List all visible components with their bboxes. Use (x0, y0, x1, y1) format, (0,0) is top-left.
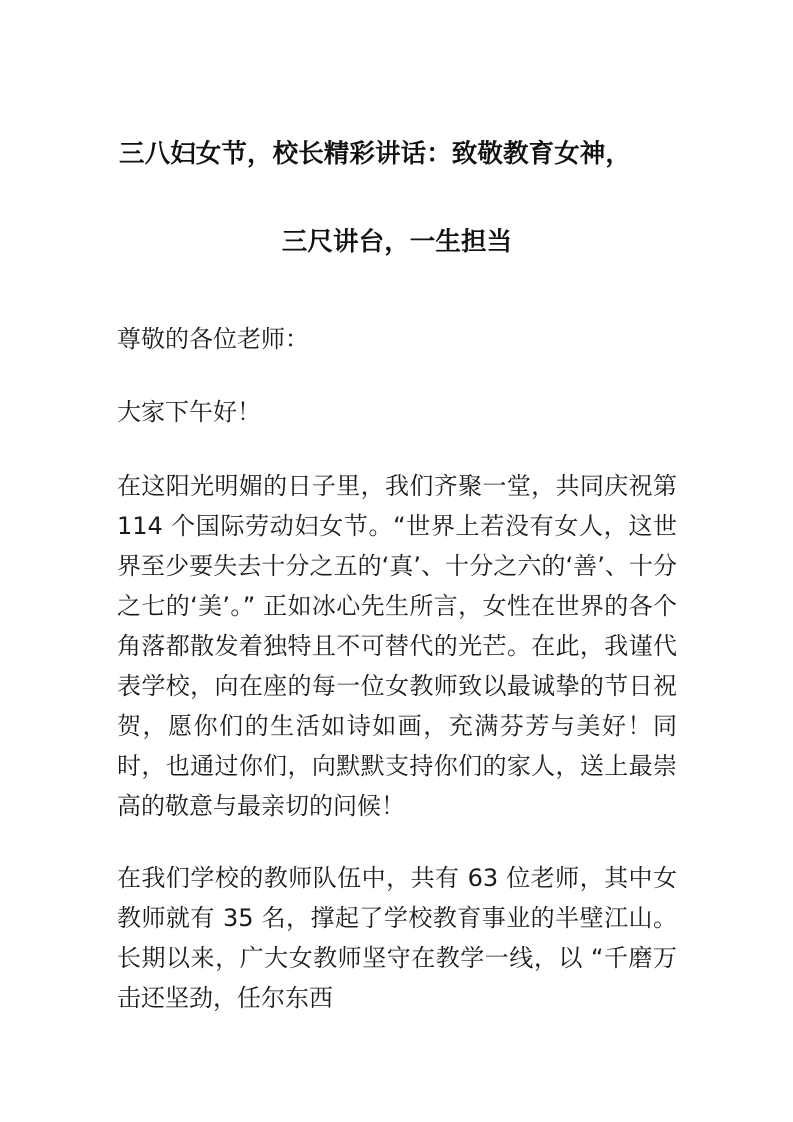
greeting-line: 大家下午好！ (117, 398, 261, 426)
salutation-line: 尊敬的各位老师： (117, 325, 309, 353)
document-body (117, 319, 677, 1018)
page-title (117, 0, 677, 286)
page-title-line-2: 三尺讲台，一生担当 (281, 227, 513, 257)
page-content (117, 0, 677, 1018)
body-paragraph-2: 在我们学校的教师队伍中，共有 63 位老师，其中女教师就有 35 名，撑起了学校教育事业的半壁江山。长期以来，广大女教师坚守在教学一线，以 “千磨万击还坚劲，任尔东西 (117, 864, 677, 1012)
body-paragraph-1: 在这阳光明媚的日子里，我们齐聚一堂，共同庆祝第 114 个国际劳动妇女节。“世界上若没有女人，这世界至少要失去十分之五的‘真’、十分之六的‘善’、十分之七的‘美’。” 正如冰心先生所言，女性在世界的各个角落都散发着独特且不可替代的光芒。在此，我谨代表学校，向在座的每一位女教师致以最诚挚的节日祝贺，愿你们的生活如诗如画，充满芬芳与美好！同时，也通过你们，向默默支持你们的家人，送上最崇高的敬意与最亲切的问候！ (117, 472, 677, 820)
page-title-line-1: 三八妇女节，校长精彩讲话：致敬教育女神， (119, 139, 632, 169)
